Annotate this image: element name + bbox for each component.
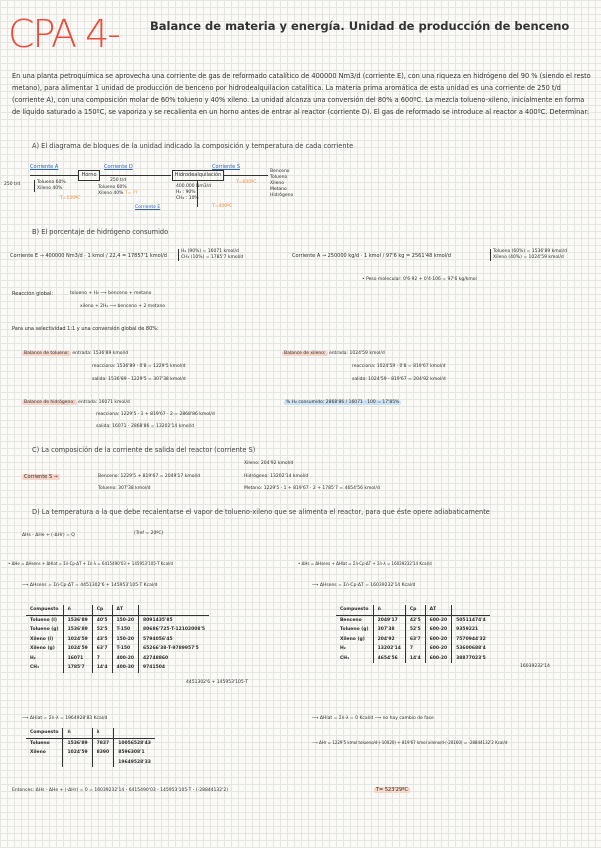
table-row: Benceno 2049'17 42'5 600-20 50511474'4 [336,615,490,625]
he-sensible: ⟶ ΔHsens = Σṅ·Cp·ΔT = 4451302'6 + 145953'105·T Kcal/d [22,583,158,588]
stream-e-temp: T=400ºC [212,204,233,209]
xylene-out: salida: 1024'59 - 819'67 = 204'92 kmol/d [352,377,446,382]
reaction-2: xileno + 2H₂ ⟶ benceno + 2 metano [80,304,166,309]
methane-out-s: Metano: 1229'5 · 1 + 819'67 · 2 + 1785'7 = 4654'56 kmol/d [244,486,380,491]
toluene-out-s: Tolueno: 307'38 kmol/d [98,486,151,491]
stream-a-composition: Tolueno 60% Xileno 40% [34,180,66,192]
reference-temp: (Tref = 20ºC) [134,531,164,536]
table-row: CH₄ 4654'56 14'4 600-20 38877023'5 [336,654,490,664]
table-row: H₂ 16071 7 400-20 42748860 [26,654,209,664]
stream-s-label-c: Corriente S → [24,474,58,480]
table-row: Tolueno 1536'89 7837 10056528'43 [26,738,155,748]
table-row: CH₄ 1785'7 14'4 400-30 9741504 [26,663,209,673]
question-a: A) El diagrama de bloques de la unidad indicado la composición y temperatura de cada corriente [32,142,354,150]
final-result: T= 523'29ºC [376,787,408,793]
he-total: • ΔHe = ΔHsens + ΔHlat = Σṅ·Cp·ΔT + Σṅ·λ = 6415490'03 + 145953'105·T Kcal/d [8,561,174,566]
table-row: Tolueno (g) 1536'89 52'5 T-150 80686'725·T-12102008'5 [26,625,209,635]
hs-sensible: ⟶ ΔHsens = Σṅ·Cp·ΔT = 16039232'14 Kcal/d [312,583,416,588]
inlet-sensible-table: Compuesto ṅ Cp ΔT Tolueno (l) 1536'89 40'5 150-20 8091435'85 Tolueno (g) 1536'89 52'5 T-150 80686'725·T-12102008'5 Xileno (l) 1024'59 43'5 150-20 5794056'45 Xileno (g) 1024'59 63'7 T-150 65266'38·T-9789957'5 H₂ 16071 7 400-20 42748860 CH₄ 1785'7 14'4 400-30 9741504 [26,605,209,673]
reaction-1: tolueno + H₂ ⟶ benceno + metano [70,291,152,296]
stream-d-flow: 250 t/d [110,178,127,183]
outlet-sensible-total: 16039232'14 [520,664,550,669]
inlet-sensible-total: 4451302'6 + 145953'105·T [186,680,248,685]
stream-e-calc: Corriente E → 400000 Nm3/d · 1 kmol / 22,4 = 17857'1 kmol/d [10,253,167,259]
xylene-out-s: Xileno: 204'92 kmol/d [244,461,294,466]
hs-total: • ΔHs = ΔHsens + ΔHlat = Σṅ·Cp·ΔT + Σṅ·λ = 16039232'14 Kcal/d [298,561,432,566]
molecular-weight: • Peso molecular: 0'6·92 + 0'4·106 = 97'6 kg/kmol [362,277,477,282]
stream-e-split: H₂ (90%) = 16071 kmol/d CH₄ (10%) = 1785'7 kmol/d [178,249,243,261]
hydrogen-react: reacciona: 1229'5 · 1 + 819'67 · 2 = 2868'86 kmol/d [96,412,215,417]
xylene-balance: Balance de xileno: entrada: 1024'59 kmol/d [284,351,385,356]
stream-d-composition: Tolueno 60% Xileno 40% T= ?? [98,185,138,196]
question-b: B) El porcentaje de hidrógeno consumido [32,228,169,236]
outlet-sensible-table: Compuesto ṅ Cp ΔT Benceno 2049'17 42'5 600-20 50511474'4 Tolueno (g) 307'38 52'5 600-20 9359221 Xileno (g) 204'92 63'7 600-20 7570944'32 H₂ 13202'14 7 600-20 53600688'4 CH₄ 4654'56 14'4 600-20 38877023'5 [336,605,490,663]
toluene-out: salida: 1536'89 - 1229'5 = 307'38 kmol/d [92,377,186,382]
horno-box: Horno [78,170,100,181]
table-row: Xileno (g) 204'92 63'7 600-20 7570944'32 [336,635,490,645]
table-row: Tolueno (g) 307'38 52'5 600-20 9359221 [336,625,490,635]
reactor-box: Hidrodealquilación [172,170,224,181]
toluene-react: reacciona: 1536'89 · 0'8 = 1229'5 kmol/d [92,364,186,369]
feed-flow: 250 t/d [4,182,21,187]
xylene-react: reacciona: 1024'59 · 0'8 = 819'67 kmol/d [352,364,446,369]
problem-statement: En una planta petroquímica se aprovecha una corriente de gas de reformado catalítico de 400000 Nm3/d (corriente E), con una riqueza en hidrógeno del 90 % (siendo el resto metano), para alimentar 1 unidad de producción de benceno por hidrodealquilacion catalítica. La materia prima aromática de esta unidad es una corriente de 250 t/d (corriente A), con una composición molar de 60% tolueno y 40% xileno. La unidad alcanza una conversión del 80% a 600ºC. La mezcla tolueno-xileno, inicialmente en forma de líquido saturado a 150ºC, se vaporiza y se recalienta en un horno antes de entrar al reactor (corriente D). El gas de reformado se introduce al reactor a 400ºC. Determinar: [12,72,591,116]
hydrogen-out-s: Hidrógeno: 13202'14 kmol/d [244,474,309,479]
stream-a-calc: Corriente A → 250000 kg/d · 1 kmol / 97'6 kg = 2561'48 kmol/d [292,253,451,259]
toluene-balance: Balance de tolueno: entrada: 1536'89 kmol/d [24,351,129,356]
hydrogen-consumed: % H₂ consumido: 2868'86 / 16071 · 100 = 17'85% [286,400,400,405]
benzene-out: Benceno: 1229'5 + 819'67 = 2049'17 kmol/d [98,474,201,479]
table-row: Xileno (l) 1024'59 43'5 150-20 5794056'45 [26,635,209,645]
he-latent: ⟶ ΔHlat = Σṅ·λ = 1964928'83 Kcal/d [22,716,108,721]
table-row: Xileno 1024'59 8390 8596308'1 [26,748,155,758]
table-row: Xileno (g) 1024'59 63'7 T-150 65266'38·T-9789957'5 [26,644,209,654]
final-equation: Entonces: ΔHs - ΔHe + (-ΔHr) = 0 = 16039232'14 - 6415490'03 - 145953'105·T - (-28844132'2) [12,788,228,793]
stream-a-split: Tolueno (60%) = 1536'89 kmol/d Xileno (40%) = 1024'59 kmol/d [490,249,567,261]
stream-a-label: Corriente A [30,164,59,170]
stream-s-compounds: Benceno Tolueno Xileno Metano Hidrógeno [270,169,294,198]
hs-latent: ⟶ ΔHlat = Σṅ·λ = 0 Kcal/d ⟶ no hay cambio de fase [312,716,434,721]
stream-s-temp: T=600ºC [236,180,257,185]
page-title: CPA 4- [8,12,119,56]
stream-e-label: Corriente E [135,205,161,210]
selectivity-note: Para una selectividad 1:1 y una conversión global de 80%: [12,326,159,332]
table-row: Tolueno (l) 1536'89 40'5 150-20 8091435'85 [26,615,209,625]
question-c: C) La composición de la corriente de salida del reactor (corriente S) [32,446,256,454]
page-subtitle: Balance de materia y energía. Unidad de producción de benceno [150,19,570,33]
stream-e-composition: 400.000 Nm3/d H₂ : 90% CH₄ : 10% [176,184,212,201]
stream-d-label: Corriente D [104,164,133,170]
stream-a-temp: T=150ºC [60,196,81,201]
energy-balance-eq: ΔHs - ΔHe + (-ΔHr) = Q [22,533,75,538]
hydrogen-balance: Balance de hidrógeno: entrada: 16071 kmol/d [24,400,130,405]
reaction-label: Reacción global: [12,291,54,297]
latent-heat-table: Compuesto ṅ λ Tolueno 1536'89 7837 10056528'43 Xileno 1024'59 8390 8596308'1 19649528'33 [26,728,155,767]
hydrogen-out: salida: 16071 - 2868'86 = 13202'14 kmol/d [96,424,195,429]
question-d: D) La temperatura a la que debe recalentarse el vapor de tolueno-xileno que se alimenta el reactor, para que éste opere adiabaticamente [32,508,490,516]
reaction-enthalpy: ⟶ ΔHr = 1229'5 kmol tolueno/d·(-10020) + 819'67 kmol xileno/d·(-20160) = -28844132'2 Kcal/d [312,740,508,745]
stream-s-label: Corriente S [212,164,241,170]
table-row: H₂ 13202'14 7 600-20 53600688'4 [336,644,490,654]
